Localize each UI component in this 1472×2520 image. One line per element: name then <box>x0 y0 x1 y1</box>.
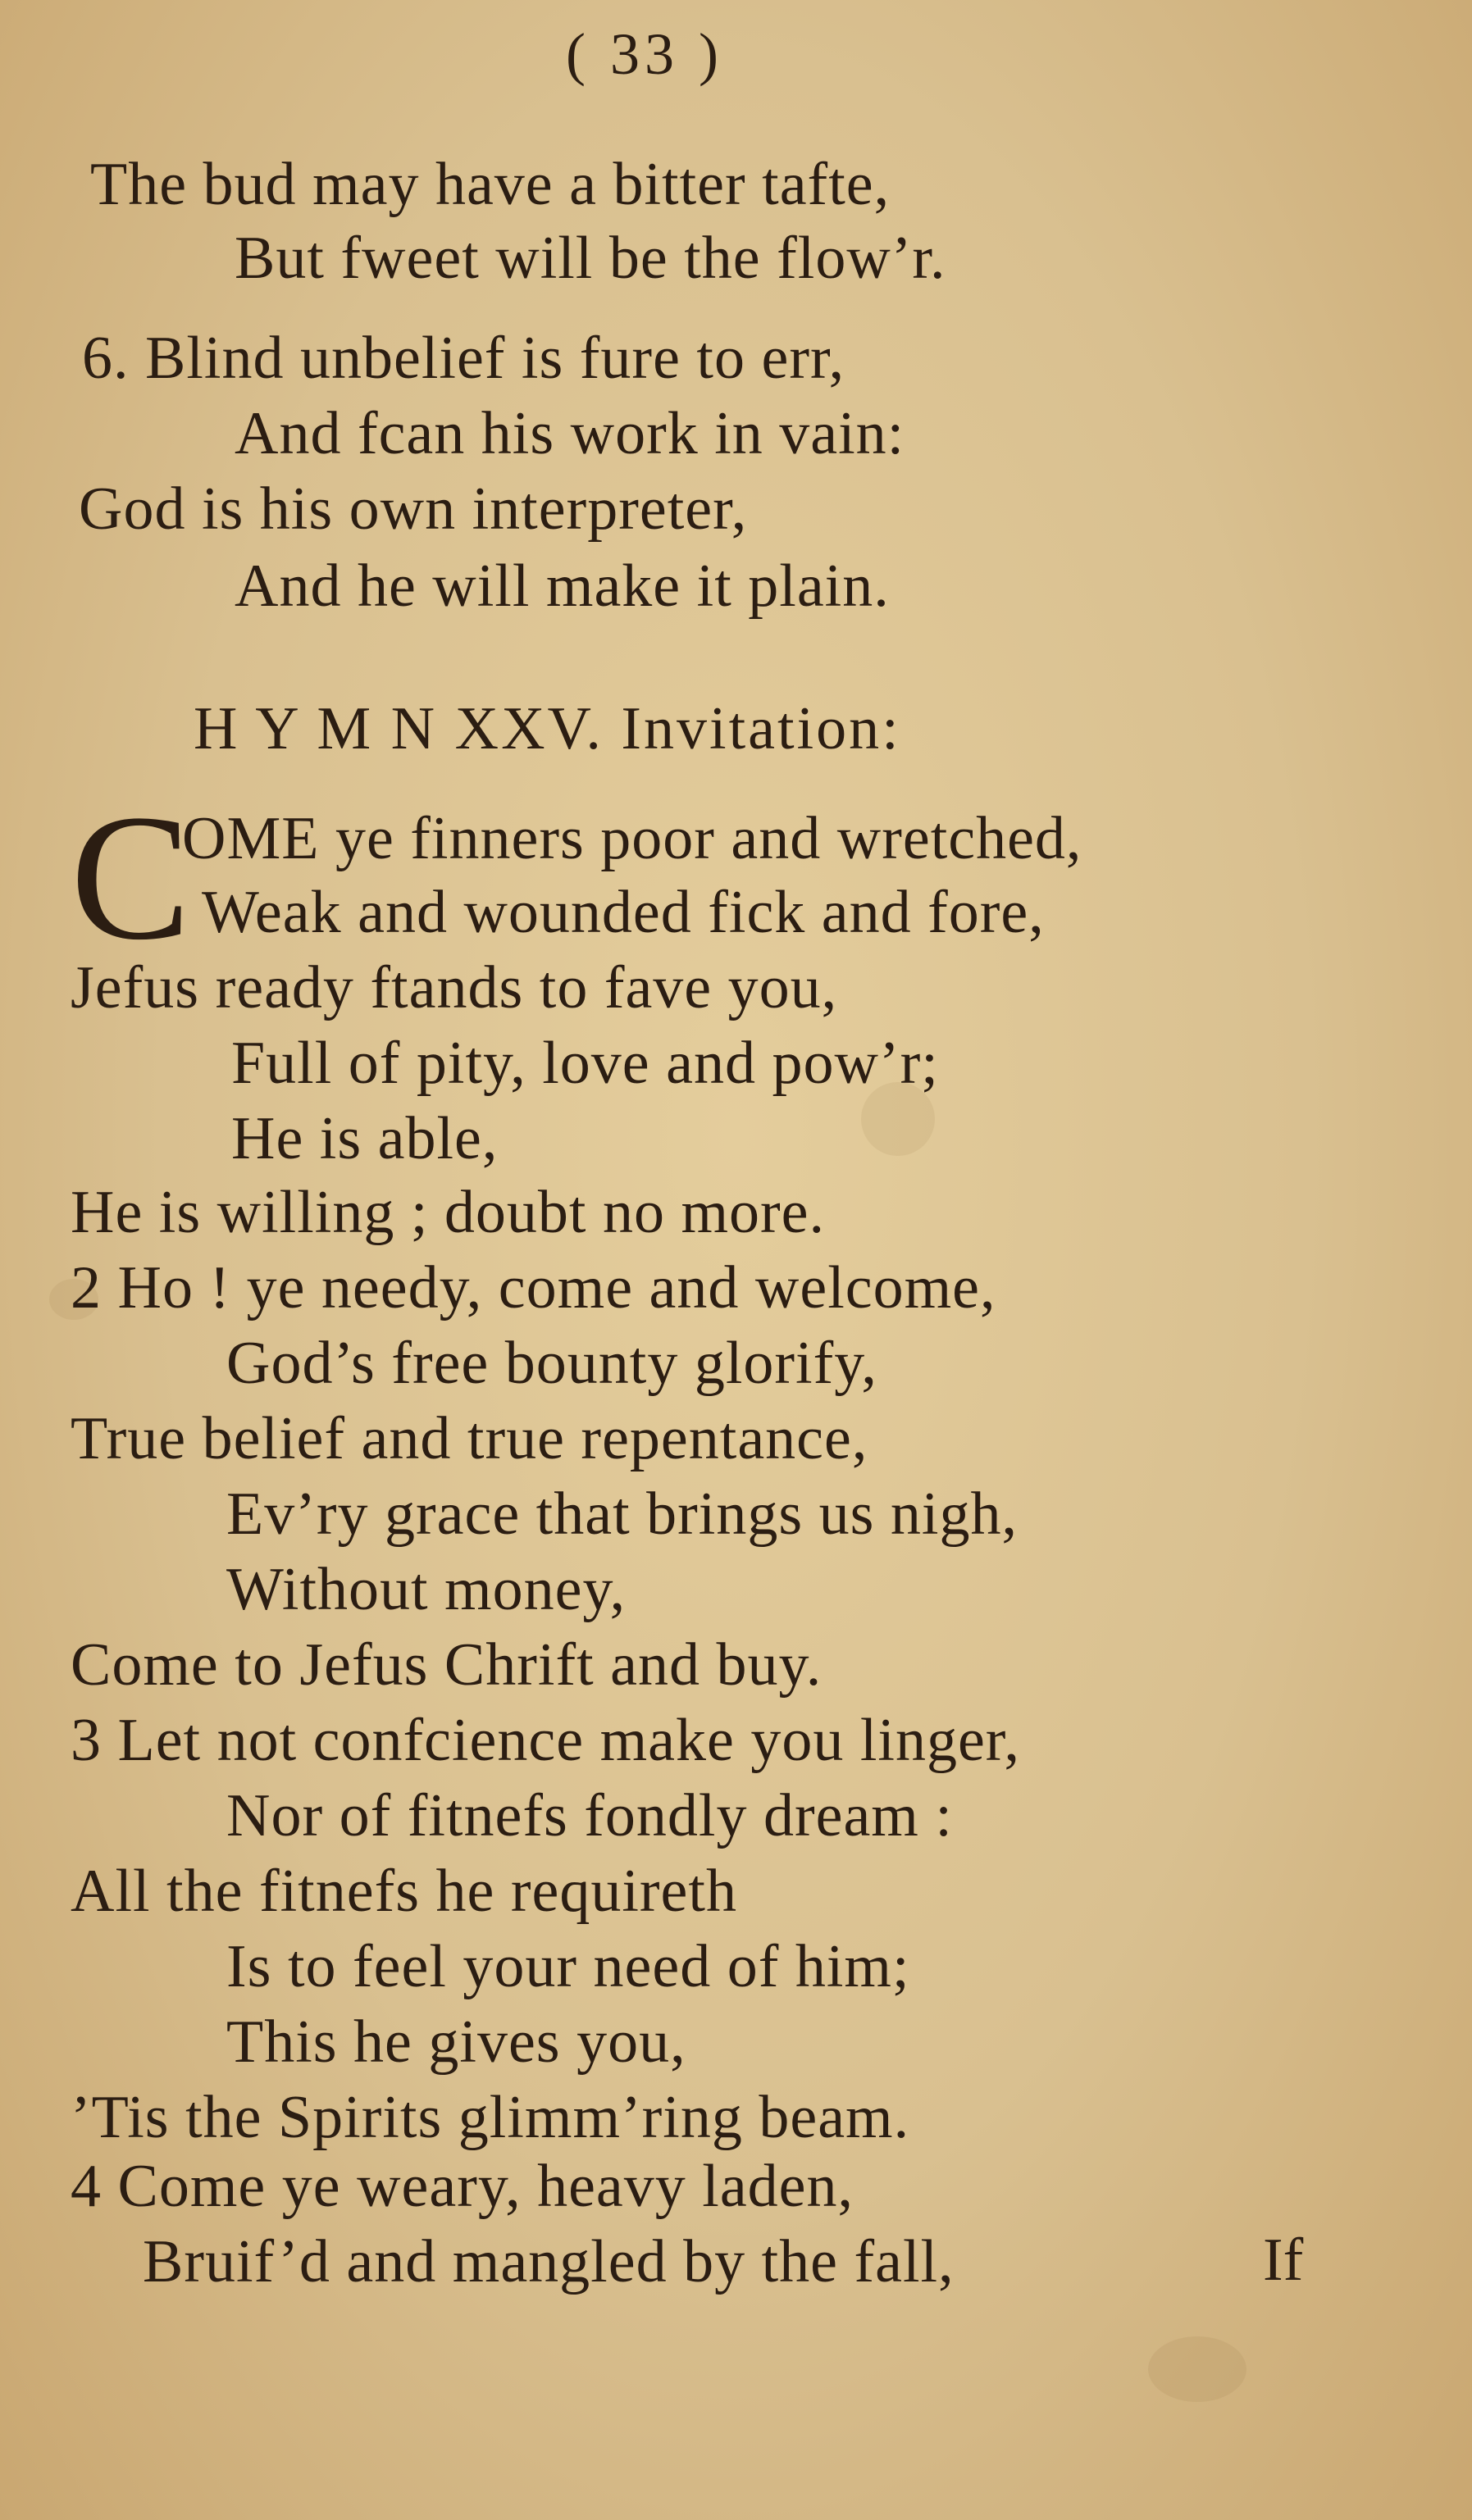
verse-line: Ev’ry grace that brings us nigh, <box>226 1481 1018 1548</box>
verse-line: The bud may have a bitter tafte, <box>90 151 891 218</box>
verse-line: 4 Come ye weary, heavy laden, <box>71 2153 854 2220</box>
verse-line: 6. Blind unbelief is fure to err, <box>82 325 845 392</box>
verse-line: This he gives you, <box>226 2008 686 2076</box>
verse-line: Weak and wounded fick and fore, <box>202 879 1045 946</box>
verse-line: 3 Let not confcience make you linger, <box>71 1707 1020 1774</box>
verse-line: God is his own interpreter, <box>79 475 748 543</box>
verse-line: But fweet will be the flow’r. <box>235 225 946 292</box>
drop-cap: C <box>71 777 191 977</box>
verse-line: All the fitnefs he requireth <box>71 1858 737 1925</box>
verse-line: Full of pity, love and pow’r; <box>231 1030 939 1097</box>
verse-line: ’Tis the Spirits glimm’ring beam. <box>71 2084 910 2151</box>
verse-line: OME ye finners poor and wretched, <box>182 805 1082 872</box>
paper-stain <box>1148 2336 1246 2402</box>
verse-line: And he will make it plain. <box>235 553 890 620</box>
verse-line: True belief and true repentance, <box>71 1405 868 1472</box>
page-number: ( 33 ) <box>566 21 723 87</box>
verse-line: He is willing ; doubt no more. <box>71 1179 825 1246</box>
verse-line: God’s free bounty glorify, <box>226 1330 877 1397</box>
verse-line: Come to Jefus Chrift and buy. <box>71 1631 823 1699</box>
hymn-title: H Y M N XXV. Invitation: <box>194 695 901 762</box>
verse-line: Nor of fitnefs fondly dream : <box>226 1782 953 1849</box>
catchword: If <box>1263 2227 1304 2294</box>
verse-line: Jefus ready ftands to fave you, <box>71 954 838 1021</box>
verse-line: He is able, <box>231 1105 499 1172</box>
verse-line: Bruif’d and mangled by the fall, <box>143 2228 955 2295</box>
verse-line: 2 Ho ! ye needy, come and welcome, <box>71 1254 996 1321</box>
verse-line: Is to feel your need of him; <box>226 1933 910 2000</box>
verse-line: Without money, <box>226 1556 627 1623</box>
verse-line: And fcan his work in vain: <box>235 400 905 467</box>
